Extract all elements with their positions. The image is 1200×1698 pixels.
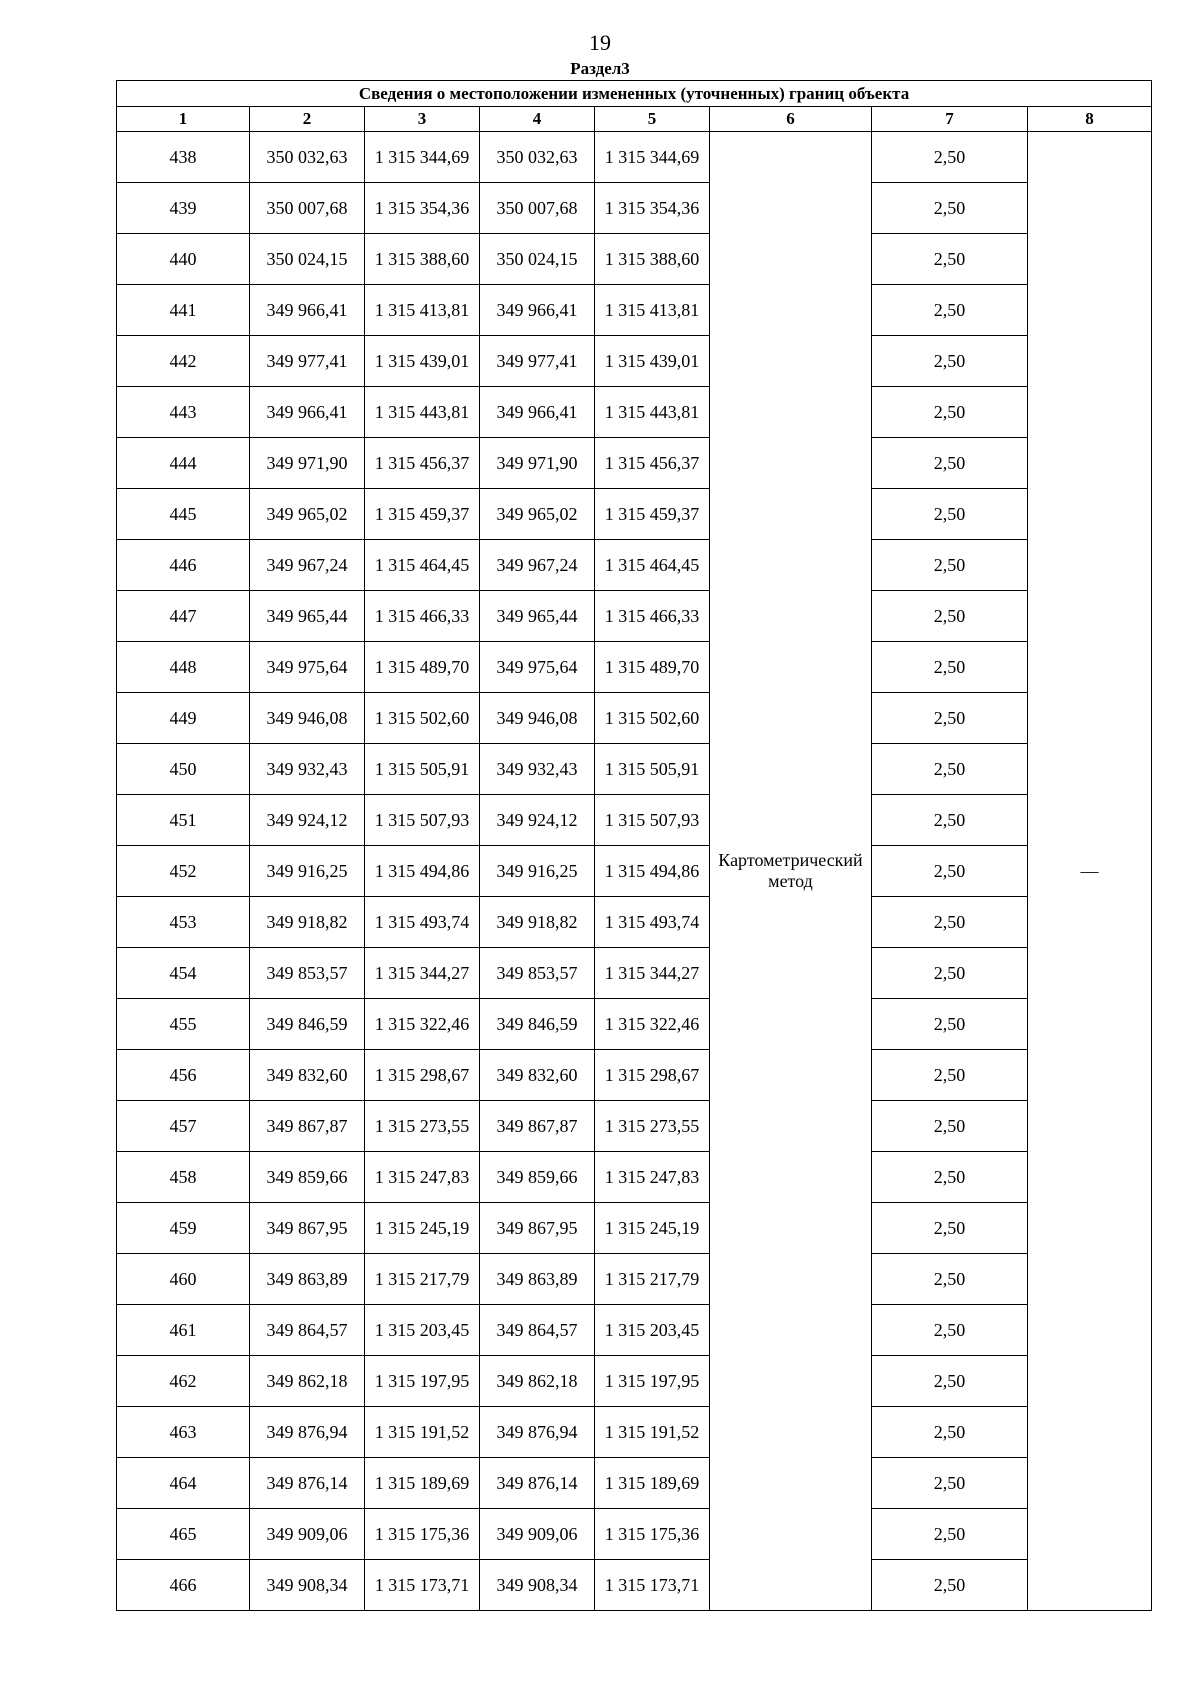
y-refined-cell: 1 315 459,37 [595, 489, 710, 540]
y-refined-cell: 1 315 173,71 [595, 1560, 710, 1611]
point-number-cell: 441 [117, 285, 250, 336]
point-number-cell: 453 [117, 897, 250, 948]
table-row [117, 183, 1152, 234]
x-existing-cell: 349 867,87 [250, 1101, 365, 1152]
error-cell: 2,50 [872, 183, 1028, 234]
y-existing-cell: 1 315 191,52 [365, 1407, 480, 1458]
y-existing-cell: 1 315 388,60 [365, 234, 480, 285]
page-number: 19 [589, 30, 611, 55]
table-row [117, 489, 1152, 540]
point-number-cell: 442 [117, 336, 250, 387]
y-existing-cell: 1 315 494,86 [365, 846, 480, 897]
x-refined-cell: 349 846,59 [480, 999, 595, 1050]
table-row [117, 1203, 1152, 1254]
x-refined-cell: 349 932,43 [480, 744, 595, 795]
x-existing-cell: 349 864,57 [250, 1305, 365, 1356]
x-refined-cell: 349 853,57 [480, 948, 595, 999]
x-existing-cell: 349 918,82 [250, 897, 365, 948]
point-number-cell: 464 [117, 1458, 250, 1509]
error-cell: 2,50 [872, 540, 1028, 591]
y-refined-cell: 1 315 273,55 [595, 1101, 710, 1152]
error-cell: 2,50 [872, 234, 1028, 285]
x-refined-cell: 349 876,94 [480, 1407, 595, 1458]
x-existing-cell: 349 908,34 [250, 1560, 365, 1611]
y-existing-cell: 1 315 197,95 [365, 1356, 480, 1407]
table-row [117, 744, 1152, 795]
error-cell: 2,50 [872, 948, 1028, 999]
x-refined-cell: 350 007,68 [480, 183, 595, 234]
point-number-cell: 443 [117, 387, 250, 438]
y-refined-cell: 1 315 245,19 [595, 1203, 710, 1254]
point-number-cell: 445 [117, 489, 250, 540]
x-existing-cell: 349 966,41 [250, 387, 365, 438]
point-number-cell: 456 [117, 1050, 250, 1101]
y-existing-cell: 1 315 505,91 [365, 744, 480, 795]
y-existing-cell: 1 315 322,46 [365, 999, 480, 1050]
error-cell: 2,50 [872, 387, 1028, 438]
y-refined-cell: 1 315 456,37 [595, 438, 710, 489]
column-number: 1 [117, 107, 250, 132]
y-refined-cell: 1 315 191,52 [595, 1407, 710, 1458]
table-row [117, 642, 1152, 693]
x-refined-cell: 349 862,18 [480, 1356, 595, 1407]
y-existing-cell: 1 315 489,70 [365, 642, 480, 693]
column-number: 7 [872, 107, 1028, 132]
x-existing-cell: 349 846,59 [250, 999, 365, 1050]
error-cell: 2,50 [872, 489, 1028, 540]
x-refined-cell: 349 946,08 [480, 693, 595, 744]
table-row [117, 1458, 1152, 1509]
x-refined-cell: 349 967,24 [480, 540, 595, 591]
x-existing-cell: 349 867,95 [250, 1203, 365, 1254]
y-refined-cell: 1 315 505,91 [595, 744, 710, 795]
point-number-cell: 454 [117, 948, 250, 999]
x-refined-cell: 349 867,95 [480, 1203, 595, 1254]
x-existing-cell: 349 971,90 [250, 438, 365, 489]
table-row [117, 897, 1152, 948]
error-cell: 2,50 [872, 1305, 1028, 1356]
column-number: 2 [250, 107, 365, 132]
x-refined-cell: 349 859,66 [480, 1152, 595, 1203]
coordinates-table [116, 80, 1152, 1611]
point-number-cell: 459 [117, 1203, 250, 1254]
y-existing-cell: 1 315 459,37 [365, 489, 480, 540]
point-number-cell: 438 [117, 132, 250, 183]
y-refined-cell: 1 315 502,60 [595, 693, 710, 744]
column-number: 8 [1028, 107, 1152, 132]
y-existing-cell: 1 315 493,74 [365, 897, 480, 948]
error-cell: 2,50 [872, 438, 1028, 489]
y-refined-cell: 1 315 344,27 [595, 948, 710, 999]
table-row [117, 846, 1152, 897]
x-existing-cell: 349 876,94 [250, 1407, 365, 1458]
x-existing-cell: 349 932,43 [250, 744, 365, 795]
point-number-cell: 439 [117, 183, 250, 234]
error-cell: 2,50 [872, 591, 1028, 642]
error-cell: 2,50 [872, 1101, 1028, 1152]
y-existing-cell: 1 315 502,60 [365, 693, 480, 744]
table-row [117, 948, 1152, 999]
y-existing-cell: 1 315 344,27 [365, 948, 480, 999]
error-cell: 2,50 [872, 846, 1028, 897]
y-existing-cell: 1 315 443,81 [365, 387, 480, 438]
error-cell: 2,50 [872, 999, 1028, 1050]
y-existing-cell: 1 315 173,71 [365, 1560, 480, 1611]
y-existing-cell: 1 315 354,36 [365, 183, 480, 234]
y-existing-cell: 1 315 507,93 [365, 795, 480, 846]
point-number-cell: 446 [117, 540, 250, 591]
x-existing-cell: 349 916,25 [250, 846, 365, 897]
y-refined-cell: 1 315 189,69 [595, 1458, 710, 1509]
point-number-cell: 463 [117, 1407, 250, 1458]
table-row [117, 336, 1152, 387]
x-existing-cell: 350 024,15 [250, 234, 365, 285]
y-refined-cell: 1 315 494,86 [595, 846, 710, 897]
error-cell: 2,50 [872, 744, 1028, 795]
table-row [117, 132, 1152, 183]
x-refined-cell: 350 024,15 [480, 234, 595, 285]
table-row [117, 1101, 1152, 1152]
x-refined-cell: 349 966,41 [480, 387, 595, 438]
y-existing-cell: 1 315 217,79 [365, 1254, 480, 1305]
table-row [117, 234, 1152, 285]
x-refined-cell: 349 867,87 [480, 1101, 595, 1152]
table-row [117, 438, 1152, 489]
x-refined-cell: 349 876,14 [480, 1458, 595, 1509]
error-cell: 2,50 [872, 693, 1028, 744]
table-row [117, 1509, 1152, 1560]
x-refined-cell: 349 966,41 [480, 285, 595, 336]
y-refined-cell: 1 315 247,83 [595, 1152, 710, 1203]
y-refined-cell: 1 315 197,95 [595, 1356, 710, 1407]
y-refined-cell: 1 315 443,81 [595, 387, 710, 438]
column-number: 4 [480, 107, 595, 132]
error-cell: 2,50 [872, 1458, 1028, 1509]
error-cell: 2,50 [872, 132, 1028, 183]
y-existing-cell: 1 315 273,55 [365, 1101, 480, 1152]
point-number-cell: 451 [117, 795, 250, 846]
point-number-cell: 452 [117, 846, 250, 897]
point-number-cell: 455 [117, 999, 250, 1050]
y-existing-cell: 1 315 466,33 [365, 591, 480, 642]
x-refined-cell: 349 924,12 [480, 795, 595, 846]
x-refined-cell: 349 977,41 [480, 336, 595, 387]
y-existing-cell: 1 315 298,67 [365, 1050, 480, 1101]
y-existing-cell: 1 315 175,36 [365, 1509, 480, 1560]
y-refined-cell: 1 315 217,79 [595, 1254, 710, 1305]
x-refined-cell: 349 971,90 [480, 438, 595, 489]
y-existing-cell: 1 315 439,01 [365, 336, 480, 387]
point-number-cell: 458 [117, 1152, 250, 1203]
y-existing-cell: 1 315 413,81 [365, 285, 480, 336]
x-existing-cell: 349 859,66 [250, 1152, 365, 1203]
y-existing-cell: 1 315 189,69 [365, 1458, 480, 1509]
y-refined-cell: 1 315 413,81 [595, 285, 710, 336]
y-refined-cell: 1 315 507,93 [595, 795, 710, 846]
column-number: 3 [365, 107, 480, 132]
table-row [117, 387, 1152, 438]
table-row [117, 285, 1152, 336]
x-existing-cell: 349 965,44 [250, 591, 365, 642]
table-row [117, 795, 1152, 846]
x-refined-cell: 349 916,25 [480, 846, 595, 897]
error-cell: 2,50 [872, 336, 1028, 387]
x-refined-cell: 349 965,02 [480, 489, 595, 540]
table-row [117, 1407, 1152, 1458]
table-row [117, 693, 1152, 744]
x-existing-cell: 349 975,64 [250, 642, 365, 693]
error-cell: 2,50 [872, 1050, 1028, 1101]
y-refined-cell: 1 315 298,67 [595, 1050, 710, 1101]
error-cell: 2,50 [872, 1203, 1028, 1254]
error-cell: 2,50 [872, 1152, 1028, 1203]
table-row [117, 1356, 1152, 1407]
table-row [117, 1152, 1152, 1203]
y-refined-cell: 1 315 354,36 [595, 183, 710, 234]
error-cell: 2,50 [872, 795, 1028, 846]
point-number-cell: 448 [117, 642, 250, 693]
point-number-cell: 449 [117, 693, 250, 744]
table-row [117, 591, 1152, 642]
point-number-cell: 444 [117, 438, 250, 489]
y-refined-cell: 1 315 203,45 [595, 1305, 710, 1356]
point-number-cell: 466 [117, 1560, 250, 1611]
column-number-row [117, 107, 1152, 132]
x-existing-cell: 349 832,60 [250, 1050, 365, 1101]
table-row [117, 540, 1152, 591]
column-number: 5 [595, 107, 710, 132]
x-refined-cell: 350 032,63 [480, 132, 595, 183]
y-refined-cell: 1 315 322,46 [595, 999, 710, 1050]
column8-cell: — [1028, 132, 1152, 1611]
x-existing-cell: 350 007,68 [250, 183, 365, 234]
error-cell: 2,50 [872, 285, 1028, 336]
x-existing-cell: 349 977,41 [250, 336, 365, 387]
x-existing-cell: 349 863,89 [250, 1254, 365, 1305]
x-existing-cell: 349 862,18 [250, 1356, 365, 1407]
point-number-cell: 440 [117, 234, 250, 285]
table-row [117, 1254, 1152, 1305]
x-refined-cell: 349 832,60 [480, 1050, 595, 1101]
error-cell: 2,50 [872, 1356, 1028, 1407]
section-title: Раздел3 [570, 59, 630, 78]
x-existing-cell: 349 966,41 [250, 285, 365, 336]
y-refined-cell: 1 315 175,36 [595, 1509, 710, 1560]
error-cell: 2,50 [872, 1509, 1028, 1560]
y-existing-cell: 1 315 456,37 [365, 438, 480, 489]
error-cell: 2,50 [872, 642, 1028, 693]
point-number-cell: 447 [117, 591, 250, 642]
y-refined-cell: 1 315 388,60 [595, 234, 710, 285]
error-cell: 2,50 [872, 1560, 1028, 1611]
x-refined-cell: 349 975,64 [480, 642, 595, 693]
column-number: 6 [710, 107, 872, 132]
point-number-cell: 460 [117, 1254, 250, 1305]
x-existing-cell: 349 946,08 [250, 693, 365, 744]
error-cell: 2,50 [872, 1254, 1028, 1305]
y-refined-cell: 1 315 466,33 [595, 591, 710, 642]
table-row [117, 1305, 1152, 1356]
table-row [117, 1050, 1152, 1101]
point-number-cell: 457 [117, 1101, 250, 1152]
y-refined-cell: 1 315 344,69 [595, 132, 710, 183]
x-refined-cell: 349 864,57 [480, 1305, 595, 1356]
y-existing-cell: 1 315 344,69 [365, 132, 480, 183]
x-existing-cell: 349 967,24 [250, 540, 365, 591]
table-row [117, 1560, 1152, 1611]
method-cell: Картометрический метод [710, 132, 872, 1611]
error-cell: 2,50 [872, 897, 1028, 948]
table-body [117, 132, 1152, 1611]
point-number-cell: 465 [117, 1509, 250, 1560]
y-refined-cell: 1 315 493,74 [595, 897, 710, 948]
y-existing-cell: 1 315 247,83 [365, 1152, 480, 1203]
table-row [117, 999, 1152, 1050]
table-caption: Сведения о местоположении измененных (уточненных) границ объекта [117, 81, 1152, 107]
x-refined-cell: 349 909,06 [480, 1509, 595, 1560]
error-cell: 2,50 [872, 1407, 1028, 1458]
x-existing-cell: 349 876,14 [250, 1458, 365, 1509]
x-existing-cell: 349 965,02 [250, 489, 365, 540]
y-refined-cell: 1 315 439,01 [595, 336, 710, 387]
x-refined-cell: 349 863,89 [480, 1254, 595, 1305]
point-number-cell: 462 [117, 1356, 250, 1407]
y-refined-cell: 1 315 489,70 [595, 642, 710, 693]
point-number-cell: 450 [117, 744, 250, 795]
x-refined-cell: 349 908,34 [480, 1560, 595, 1611]
x-refined-cell: 349 965,44 [480, 591, 595, 642]
point-number-cell: 461 [117, 1305, 250, 1356]
y-existing-cell: 1 315 464,45 [365, 540, 480, 591]
y-existing-cell: 1 315 203,45 [365, 1305, 480, 1356]
x-existing-cell: 349 909,06 [250, 1509, 365, 1560]
x-existing-cell: 349 853,57 [250, 948, 365, 999]
y-refined-cell: 1 315 464,45 [595, 540, 710, 591]
y-existing-cell: 1 315 245,19 [365, 1203, 480, 1254]
x-existing-cell: 349 924,12 [250, 795, 365, 846]
x-existing-cell: 350 032,63 [250, 132, 365, 183]
x-refined-cell: 349 918,82 [480, 897, 595, 948]
